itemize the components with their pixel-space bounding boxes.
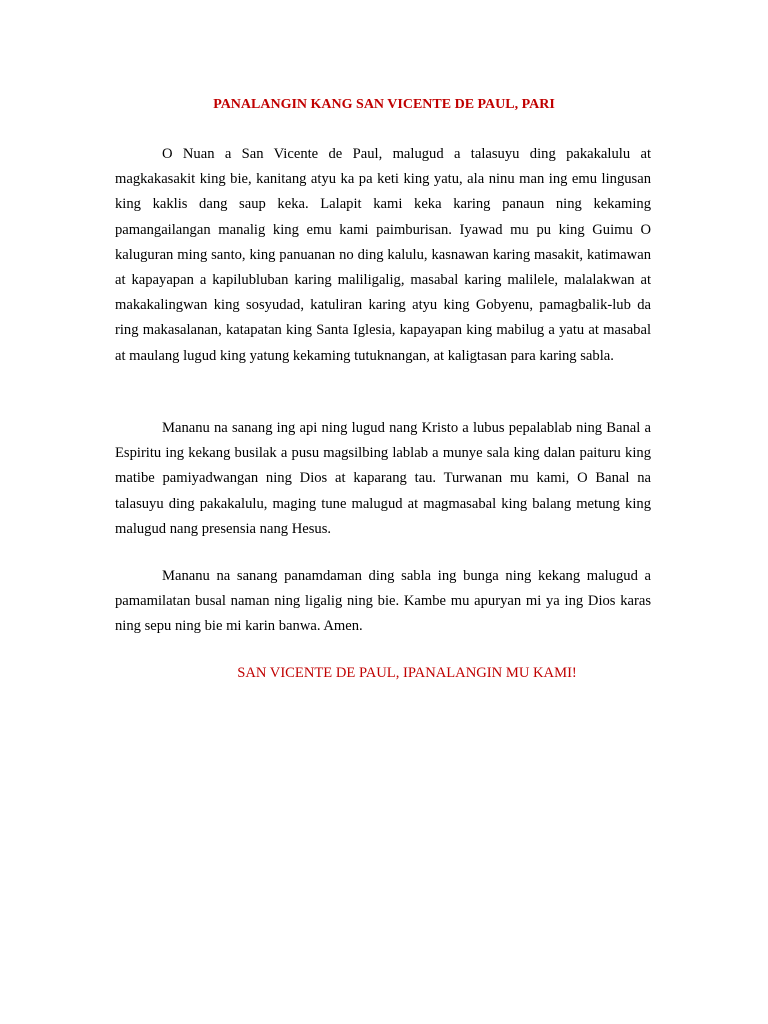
closing-invocation: SAN VICENTE DE PAUL, IPANALANGIN MU KAMI! [237, 665, 577, 681]
document-title: PANALANGIN KANG SAN VICENTE DE PAUL, PARI [213, 97, 555, 112]
paragraph-2 [115, 416, 651, 542]
paragraph-3-text: Mananu na sanang panamdaman ding sabla ing bunga ning kekang malugud a pamamilatan busal naman ning ligalig ning bie. Kambe mu apuryan mi ya ing Dios karas ning sepu ning bie mi karin banwa. Amen. [115, 568, 651, 635]
paragraph-1-text: O Nuan a San Vicente de Paul, malugud a talasuyu ding pakakalulu at magkakasakit king bie, kanitang atyu ka pa keti king yatu, ala ninu man ing emu lingusan king kaklis dang saup keka. Lalapit kami keka karing panaun ning kekaming pamangailangan manalig king emu kami paimburisan. Iyawad mu pu king Guimu O kaluguran ming santo, king panuanan no ding kalulu, kasnawan karing masakit, katimawan at kapayapan a kapilubluban karing maliligalig, masabal karing malilele, malalakwan at makakalingwan king sosyudad, katuliran karing atyu king Gobyenu, pamagbalik-lub da ring makasalanan, katapatan king Santa Iglesia, kapayapan king mabilug a yatu at masabal at maulang lugud king yatung kekaming tutuknangan, at kaligtasan para karing sabla. [115, 146, 651, 364]
paragraph-1 [115, 142, 651, 369]
paragraph-2-text: Mananu na sanang ing api ning lugud nang Kristo a lubus pepalablab ning Banal a Espiritu ing kekang busilak a pusu magsilbing lablab a munye sala king dalan paituru king matibe pamiyadwangan ning Dios at kaparang tau. Turwanan mu kami, O Banal na talasuyu ding pakakalulu, maging tune malugud at magmasabal king balang metung king malugud nang presensia nang Hesus. [115, 420, 651, 537]
paragraph-3 [115, 564, 651, 640]
